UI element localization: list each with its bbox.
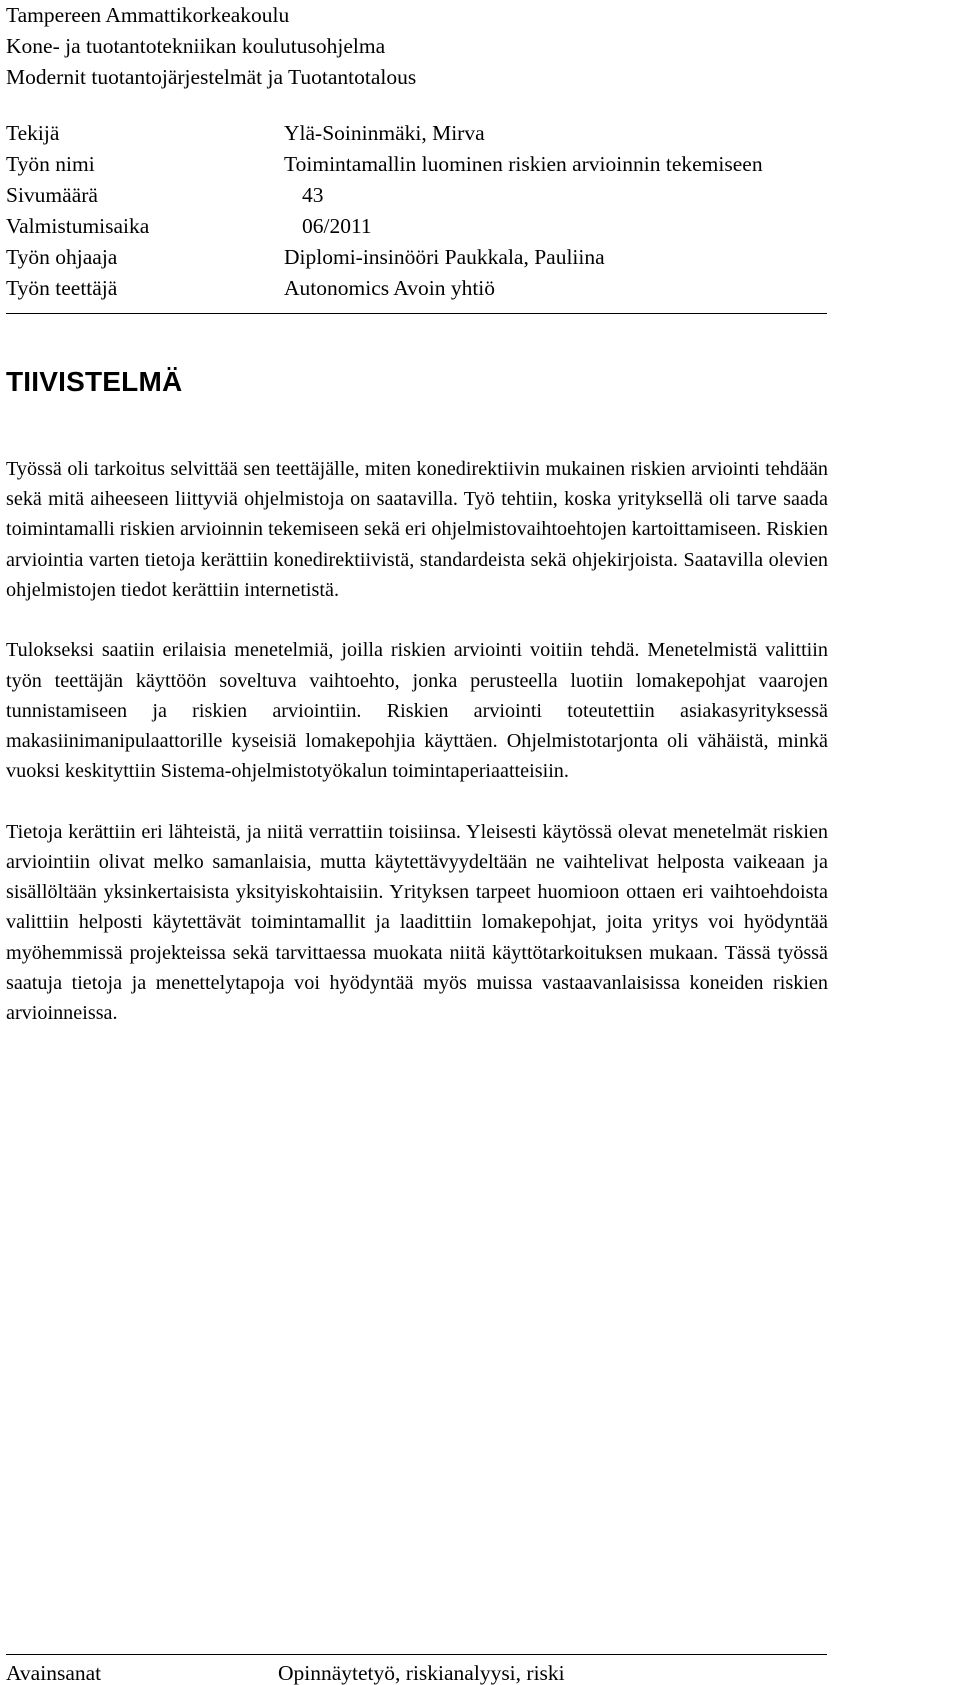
keywords-label: Avainsanat — [6, 1661, 102, 1685]
institution-name: Tampereen Ammattikorkeakoulu — [6, 3, 290, 27]
abstract-body — [6, 454, 828, 1059]
specialization-line: Modernit tuotantojärjestelmät ja Tuotantotalous — [6, 65, 417, 89]
top-divider — [6, 313, 827, 314]
abstract-heading: TIIVISTELMÄ — [6, 366, 183, 397]
bottom-divider — [6, 1654, 827, 1655]
degree-programme: Kone- ja tuotantotekniikan koulutusohjelma — [6, 34, 386, 58]
meta-label: Työn ohjaaja — [6, 245, 118, 269]
meta-label: Työn nimi — [6, 152, 95, 176]
abstract-paragraph: Tietoja kerättiin eri lähteistä, ja niitä verrattiin toisiinsa. Yleisesti käytössä olevat menetelmät riskien arviointiin olivat melko samanlaisia, mutta käytettävyydeltään ne vaihtelivat helposta vaikeaan ja sisällöltään yksinkertaisista yksityiskohtaisiin. Yrityksen tarpeet huomioon ottaen eri vaihtoehdoista valittiin helposti käytettävät toimintamallit ja laadittiin lomakepohjat, joita yritys voi hyödyntää myöhemmissä projekteissa sekä tarvittaessa muokata niitä käyttötarkoituksen mukaan. Tässä työssä saatuja tietoja ja menettelytapoja voi hyödyntää myös muissa vastaavanlaisissa koneiden riskien arvioinneissa. — [6, 820, 828, 1025]
meta-value: Autonomics Avoin yhtiö — [284, 276, 496, 300]
meta-label: Työn teettäjä — [6, 276, 118, 300]
meta-value: Diplomi-insinööri Paukkala, Pauliina — [284, 245, 605, 269]
meta-label: Valmistumisaika — [6, 214, 150, 238]
meta-label: Tekijä — [6, 121, 60, 145]
meta-value: Ylä-Soininmäki, Mirva — [284, 121, 485, 145]
abstract-paragraph: Tulokseksi saatiin erilaisia menetelmiä, joilla riskien arviointi voitiin tehdä. Menetelmistä valittiin työn teettäjän käyttöön soveltuva vaihtoehto, jonka perusteella luotiin lomakepohjat vaarojen tunnistamiseen ja riskien arviointiin. Riskien arviointi toteutettiin asiakasyrityksessä makasiinimanipulaattorille kyseisiä lomakepohjia käyttäen. Ohjelmistotarjonta oli vähäistä, minkä vuoksi keskityttiin Sistema-ohjelmistotyökalun toimintaperiaatteisiin. — [6, 639, 828, 783]
meta-value: Toimintamallin luominen riskien arvioinnin tekemiseen — [284, 152, 763, 176]
meta-value: 06/2011 — [302, 214, 372, 238]
keywords-row — [6, 1661, 826, 1685]
keywords-value: Opinnäytetyö, riskianalyysi, riski — [278, 1661, 565, 1685]
abstract-paragraph: Työssä oli tarkoitus selvittää sen teettäjälle, miten konedirektiivin mukainen riskien arviointi tehdään sekä mitä aiheeseen liittyviä ohjelmistoja on saatavilla. Työ tehtiin, koska yrityksellä oli tarve saada toimintamalli riskien arvioinnin tekemiseen sekä eri ohjelmistovaihtoehtojen kartoittamiseen. Riskien arviointia varten tietoja kerättiin konedirektiivistä, standardeista sekä ohjekirjoista. Saatavilla olevien ohjelmistojen tiedot kerättiin internetistä. — [6, 458, 828, 601]
document-header — [6, 0, 416, 93]
meta-label: Sivumäärä — [6, 183, 98, 207]
meta-value: 43 — [302, 183, 324, 207]
